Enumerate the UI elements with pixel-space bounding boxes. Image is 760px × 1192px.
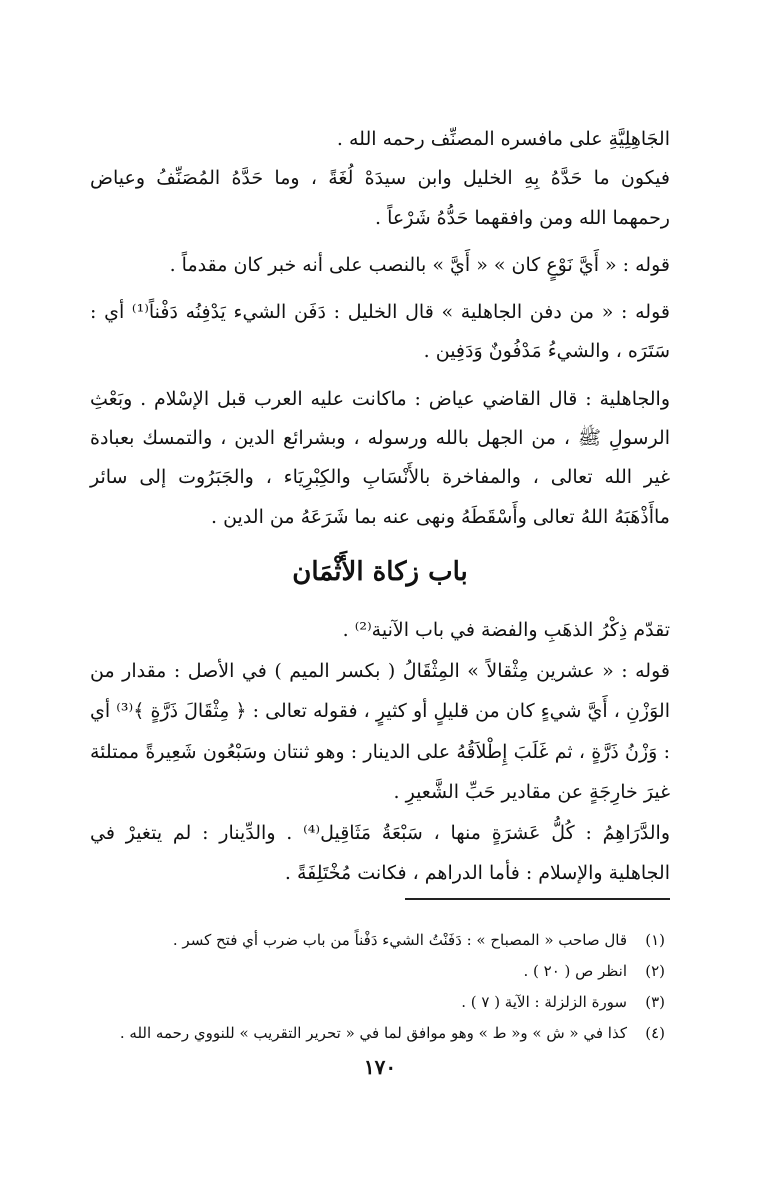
paragraph-6: تقدّم ذِكْرُ الذهَبِ والفضة في باب الآنية⁽²⁾ . xyxy=(342,619,670,641)
footnote-text: كذا في « ش » و« ط » وهو موافق لما في « تحرير التقريب » للنووي رحمه الله . xyxy=(119,1024,627,1042)
footnote-text: قال صاحب « المصباح » : دَفَنْتُ الشيء دَفْناً من باب ضرب أي فتح كسر . xyxy=(172,931,627,949)
paragraph-2: فيكون ما حَدَّهُ بِهِ الخليل وابن سيدَهْ لُغَةً ، وما حَدَّهُ المُصَنِّفُ وعياض رحمهما الله ومن وافقهما حَدُّهُ شَرْعاً . xyxy=(90,167,670,229)
footnote-divider xyxy=(405,898,670,900)
paragraph-7: قوله : « عشرين مِثْقالاً » المِثْقَالُ ( بكسر الميم ) في الأصل : مقدار من الوَزْنِ ، أَيَّ شيءٍ كان من قليلٍ أو كثيرٍ ، فقوله تعالى : ﴿ مِثْقَالَ ذَرَّةٍ ﴾⁽³⁾ أي : وَزْنُ ذَرَّةٍ ، ثم غَلَبَ إِطْلاَقُهُ على الدينار : وهو ثنتان وسَبْعُون شَعِيرةً ممتلئة غيرَ خارِجَةٍ عن مقادير حَبِّ الشَّعيرِ . xyxy=(90,659,670,803)
main-text-bottom xyxy=(90,610,670,894)
paragraph-8: والدَّرَاهِمُ : كُلُّ عَشرَةٍ منها ، سَبْعَةُ مَثَاقِيل⁽⁴⁾ . والدِّينار : لم يتغيرْ في الجاهلية والإسلام : فأما الدراهم ، فكانت مُخْتَلِفَةً . xyxy=(90,821,670,884)
footnote-text: سورة الزلزلة : الآية ( ٧ ) . xyxy=(461,993,627,1011)
footnote-number: (٣) xyxy=(645,993,665,1011)
footnote-number: (٤) xyxy=(645,1024,665,1042)
chapter-heading: باب زكاة الأَثْمَان xyxy=(292,557,468,587)
page-number: ١٧٠ xyxy=(363,1055,397,1079)
paragraph-3: قوله : « أَيَّ نَوْعٍ كان » « أَيَّ » بالنصب على أنه خبر كان مقدماً . xyxy=(169,253,670,276)
footnote-number: (٢) xyxy=(645,962,665,980)
main-text-top xyxy=(90,120,670,537)
footnote-item xyxy=(90,987,665,1018)
footnote-number: (١) xyxy=(645,931,665,949)
footnote-text: انظر ص ( ٢٠ ) . xyxy=(523,962,627,980)
paragraph-1: الجَاهِلِيَّةِ على مافسره المصنِّف رحمه الله . xyxy=(336,128,670,150)
paragraph-4: قوله : « من دفن الجاهلية » قال الخليل : دَفَن الشيء يَدْفِنُه دَفْناً⁽¹⁾ أي : سَتَرَه ، والشيءُ مَدْفُونٌ وَدَفِين . xyxy=(90,301,670,363)
footnote-item xyxy=(90,956,665,987)
footnote-item xyxy=(90,1018,665,1049)
paragraph-5: والجاهلية : قال القاضي عياض : ماكانت عليه العرب قبل الإسْلام . وبَعْثِ الرسولِ ﷺ ، من الجهل بالله ورسوله ، وبشرائع الدين ، والتمسك بعبادة غير الله تعالى ، والمفاخرة بالأَنْسَابِ والكِبْرِيَاء ، والجَبَرُوت إلى سائر ماأَذْهَبَهُ اللهُ تعالى وأَسْقَطَهُ ونهى عنه بما شَرَعَهُ من الدين . xyxy=(90,387,670,528)
footnotes xyxy=(90,925,665,1049)
footnote-item xyxy=(90,925,665,956)
